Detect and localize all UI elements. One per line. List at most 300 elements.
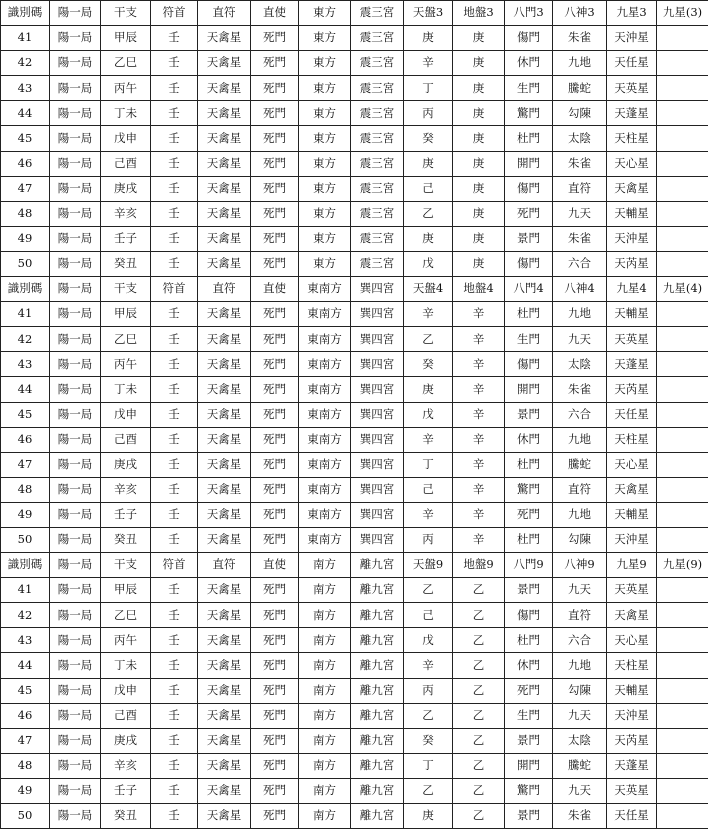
table-cell: 辛 — [453, 452, 505, 477]
table-row — [1, 778, 708, 803]
table-cell: 東南方 — [299, 427, 351, 452]
table-cell: 天禽星 — [198, 578, 251, 603]
table-cell: 死門 — [505, 678, 553, 703]
table-cell: 陽一局 — [50, 427, 101, 452]
table-cell: 己 — [404, 603, 453, 628]
table-cell — [657, 126, 708, 151]
table-cell: 九天 — [553, 778, 607, 803]
table-cell: 驚門 — [505, 477, 553, 502]
table-cell: 庚 — [404, 151, 453, 176]
table-cell: 九天 — [553, 327, 607, 352]
table-cell: 陽一局 — [50, 653, 101, 678]
table-row — [1, 628, 708, 653]
table-cell: 乙 — [453, 628, 505, 653]
table-cell — [657, 477, 708, 502]
table-cell: 天禽星 — [198, 101, 251, 126]
table-cell — [657, 703, 708, 728]
table-cell: 壬 — [151, 151, 198, 176]
table-cell: 南方 — [299, 778, 351, 803]
table-cell: 九地 — [553, 427, 607, 452]
table-cell: 天英星 — [607, 327, 657, 352]
table-cell: 震三宮 — [351, 251, 404, 276]
table-cell: 天芮星 — [607, 251, 657, 276]
table-cell: 47 — [1, 176, 50, 201]
table-row — [1, 51, 708, 76]
table-row — [1, 804, 708, 829]
table-cell: 壬 — [151, 26, 198, 51]
table-cell: 東南方 — [299, 477, 351, 502]
header-cell: 陽一局 — [50, 553, 101, 578]
table-cell: 辛 — [453, 402, 505, 427]
table-cell — [657, 251, 708, 276]
table-cell: 天柱星 — [607, 126, 657, 151]
table-cell: 41 — [1, 578, 50, 603]
table-cell: 丁 — [404, 76, 453, 101]
table-cell: 45 — [1, 678, 50, 703]
table-cell: 壬 — [151, 578, 198, 603]
table-row — [1, 452, 708, 477]
table-cell: 50 — [1, 251, 50, 276]
table-cell: 48 — [1, 753, 50, 778]
table-cell: 45 — [1, 402, 50, 427]
table-cell: 48 — [1, 477, 50, 502]
table-cell: 41 — [1, 302, 50, 327]
table-cell — [657, 201, 708, 226]
table-cell: 戊申 — [101, 678, 151, 703]
table-cell: 42 — [1, 327, 50, 352]
table-cell: 天禽星 — [198, 603, 251, 628]
table-cell: 庚 — [453, 176, 505, 201]
table-cell: 辛 — [453, 427, 505, 452]
table-cell: 南方 — [299, 578, 351, 603]
table-cell: 太陰 — [553, 126, 607, 151]
table-cell — [657, 502, 708, 527]
table-cell: 天沖星 — [607, 226, 657, 251]
table-cell: 南方 — [299, 628, 351, 653]
table-cell: 天柱星 — [607, 653, 657, 678]
table-cell — [657, 151, 708, 176]
table-cell: 巽四宮 — [351, 477, 404, 502]
table-cell: 離九宮 — [351, 578, 404, 603]
header-cell: 八神9 — [553, 553, 607, 578]
table-cell: 乙巳 — [101, 51, 151, 76]
header-cell: 九星(4) — [657, 277, 708, 302]
header-cell: 干支 — [101, 277, 151, 302]
table-cell — [657, 76, 708, 101]
table-cell: 景門 — [505, 804, 553, 829]
table-cell: 甲辰 — [101, 26, 151, 51]
table-cell: 死門 — [251, 452, 299, 477]
table-cell: 震三宮 — [351, 51, 404, 76]
table-cell: 離九宮 — [351, 603, 404, 628]
table-cell: 壬 — [151, 302, 198, 327]
table-cell: 死門 — [251, 578, 299, 603]
table-cell: 震三宮 — [351, 226, 404, 251]
table-cell: 離九宮 — [351, 804, 404, 829]
table-cell: 震三宮 — [351, 151, 404, 176]
table-cell: 天柱星 — [607, 427, 657, 452]
header-cell: 東方 — [299, 1, 351, 26]
header-cell: 地盤3 — [453, 1, 505, 26]
table-cell: 死門 — [251, 778, 299, 803]
table-cell: 陽一局 — [50, 302, 101, 327]
table-cell: 生門 — [505, 76, 553, 101]
table-cell: 壬子 — [101, 226, 151, 251]
table-cell: 死門 — [251, 427, 299, 452]
table-cell: 壬 — [151, 427, 198, 452]
table-row — [1, 502, 708, 527]
table-cell: 壬 — [151, 527, 198, 552]
table-cell: 休門 — [505, 427, 553, 452]
table-cell: 死門 — [251, 728, 299, 753]
table-row — [1, 703, 708, 728]
table-cell — [657, 728, 708, 753]
header-cell: 陽一局 — [50, 1, 101, 26]
table-cell: 陽一局 — [50, 327, 101, 352]
header-cell: 震三宮 — [351, 1, 404, 26]
table-cell: 離九宮 — [351, 678, 404, 703]
table-cell: 陽一局 — [50, 126, 101, 151]
table-cell: 壬 — [151, 502, 198, 527]
table-cell: 巽四宮 — [351, 452, 404, 477]
table-cell: 辛 — [404, 653, 453, 678]
table-cell: 天禽星 — [198, 151, 251, 176]
table-cell: 天禽星 — [198, 377, 251, 402]
table-cell: 死門 — [251, 327, 299, 352]
table-cell: 陽一局 — [50, 251, 101, 276]
table-cell: 震三宮 — [351, 26, 404, 51]
table-cell: 巽四宮 — [351, 502, 404, 527]
table-cell: 辛亥 — [101, 201, 151, 226]
header-cell: 直符 — [198, 1, 251, 26]
table-cell: 辛 — [453, 327, 505, 352]
table-cell: 太陰 — [553, 728, 607, 753]
table-cell: 天禽星 — [198, 327, 251, 352]
table-cell: 天任星 — [607, 804, 657, 829]
table-cell: 46 — [1, 703, 50, 728]
table-cell: 死門 — [251, 477, 299, 502]
table-cell: 48 — [1, 201, 50, 226]
table-cell: 癸 — [404, 126, 453, 151]
table-cell: 朱雀 — [553, 804, 607, 829]
table-cell: 傷門 — [505, 603, 553, 628]
table-cell: 東南方 — [299, 502, 351, 527]
table-cell: 43 — [1, 76, 50, 101]
table-cell — [657, 778, 708, 803]
table-cell: 天禽星 — [198, 51, 251, 76]
table-cell: 庚 — [453, 51, 505, 76]
table-cell: 東南方 — [299, 452, 351, 477]
table-cell: 壬 — [151, 804, 198, 829]
table-cell: 太陰 — [553, 352, 607, 377]
header-cell: 識別碼 — [1, 1, 50, 26]
table-cell: 東方 — [299, 176, 351, 201]
header-cell: 巽四宮 — [351, 277, 404, 302]
table-cell: 陽一局 — [50, 753, 101, 778]
table-row — [1, 76, 708, 101]
table-cell — [657, 226, 708, 251]
table-cell: 巽四宮 — [351, 327, 404, 352]
table-cell: 丙 — [404, 678, 453, 703]
table-cell: 陽一局 — [50, 51, 101, 76]
header-cell: 干支 — [101, 553, 151, 578]
table-cell: 死門 — [251, 678, 299, 703]
table-cell: 辛亥 — [101, 477, 151, 502]
table-cell: 壬 — [151, 778, 198, 803]
table-cell: 巽四宮 — [351, 527, 404, 552]
table-cell: 壬 — [151, 352, 198, 377]
table-cell: 南方 — [299, 678, 351, 703]
table-cell: 天英星 — [607, 778, 657, 803]
table-cell: 天輔星 — [607, 502, 657, 527]
table-cell: 東南方 — [299, 327, 351, 352]
table-row — [1, 151, 708, 176]
table-cell: 天蓬星 — [607, 352, 657, 377]
table-cell: 離九宮 — [351, 753, 404, 778]
header-cell: 陽一局 — [50, 277, 101, 302]
table-cell: 六合 — [553, 628, 607, 653]
table-cell — [657, 427, 708, 452]
header-cell: 直使 — [251, 553, 299, 578]
table-cell: 景門 — [505, 402, 553, 427]
table-cell: 43 — [1, 352, 50, 377]
table-cell: 44 — [1, 101, 50, 126]
table-cell: 離九宮 — [351, 628, 404, 653]
table-cell: 陽一局 — [50, 703, 101, 728]
table-cell: 天禽星 — [198, 452, 251, 477]
table-cell: 丁未 — [101, 653, 151, 678]
table-cell: 死門 — [251, 527, 299, 552]
table-cell — [657, 452, 708, 477]
table-cell: 46 — [1, 151, 50, 176]
header-cell: 天盤3 — [404, 1, 453, 26]
table-cell: 丙午 — [101, 628, 151, 653]
header-cell: 八門9 — [505, 553, 553, 578]
table-cell: 勾陳 — [553, 527, 607, 552]
table-row — [1, 201, 708, 226]
table-cell: 六合 — [553, 251, 607, 276]
section-header-row — [1, 1, 708, 26]
table-cell: 天輔星 — [607, 678, 657, 703]
table-cell: 死門 — [251, 753, 299, 778]
table-cell: 直符 — [553, 603, 607, 628]
table-cell: 壬 — [151, 101, 198, 126]
table-cell: 乙 — [404, 578, 453, 603]
table-cell: 天蓬星 — [607, 101, 657, 126]
table-cell: 九地 — [553, 302, 607, 327]
table-cell: 癸丑 — [101, 527, 151, 552]
table-cell: 己酉 — [101, 151, 151, 176]
table-cell: 陽一局 — [50, 377, 101, 402]
table-row — [1, 377, 708, 402]
table-cell: 丙 — [404, 527, 453, 552]
table-row — [1, 678, 708, 703]
table-cell: 壬 — [151, 76, 198, 101]
table-cell: 庚 — [453, 101, 505, 126]
table-cell: 42 — [1, 603, 50, 628]
table-cell: 辛 — [453, 477, 505, 502]
table-row — [1, 352, 708, 377]
table-cell: 壬 — [151, 126, 198, 151]
table-cell: 天芮星 — [607, 377, 657, 402]
table-row — [1, 26, 708, 51]
table-cell: 45 — [1, 126, 50, 151]
table-cell: 陽一局 — [50, 101, 101, 126]
table-cell: 49 — [1, 226, 50, 251]
table-cell: 休門 — [505, 653, 553, 678]
table-cell: 庚 — [453, 251, 505, 276]
table-cell: 丁 — [404, 753, 453, 778]
table-cell: 44 — [1, 377, 50, 402]
table-cell: 南方 — [299, 653, 351, 678]
table-cell: 陽一局 — [50, 527, 101, 552]
table-cell: 壬 — [151, 603, 198, 628]
table-cell: 天禽星 — [198, 653, 251, 678]
table-cell: 巽四宮 — [351, 302, 404, 327]
table-cell: 丁 — [404, 452, 453, 477]
table-cell: 陽一局 — [50, 151, 101, 176]
table-cell: 天禽星 — [198, 176, 251, 201]
table-cell: 47 — [1, 452, 50, 477]
table-body — [1, 1, 708, 829]
table-cell: 陽一局 — [50, 804, 101, 829]
table-cell: 景門 — [505, 728, 553, 753]
table-cell: 震三宮 — [351, 201, 404, 226]
table-cell: 乙巳 — [101, 603, 151, 628]
table-cell: 壬 — [151, 628, 198, 653]
table-cell: 騰蛇 — [553, 452, 607, 477]
table-cell: 乙 — [453, 753, 505, 778]
table-row — [1, 653, 708, 678]
table-cell: 天禽星 — [198, 226, 251, 251]
table-cell: 庚戌 — [101, 728, 151, 753]
table-cell: 天心星 — [607, 151, 657, 176]
table-cell: 巽四宮 — [351, 352, 404, 377]
table-cell: 戊申 — [101, 126, 151, 151]
table-cell: 杜門 — [505, 527, 553, 552]
table-cell: 東方 — [299, 251, 351, 276]
table-row — [1, 226, 708, 251]
table-cell: 庚戌 — [101, 176, 151, 201]
table-cell: 天禽星 — [198, 527, 251, 552]
table-cell: 南方 — [299, 603, 351, 628]
table-cell: 壬子 — [101, 778, 151, 803]
table-cell: 死門 — [251, 302, 299, 327]
table-cell: 天蓬星 — [607, 753, 657, 778]
table-cell: 天輔星 — [607, 302, 657, 327]
table-cell: 壬 — [151, 327, 198, 352]
table-cell: 乙 — [404, 201, 453, 226]
table-cell: 天禽星 — [198, 728, 251, 753]
table-cell: 庚 — [453, 26, 505, 51]
header-cell: 九星(9) — [657, 553, 708, 578]
table-cell: 天禽星 — [198, 502, 251, 527]
table-cell: 杜門 — [505, 628, 553, 653]
table-cell: 朱雀 — [553, 226, 607, 251]
table-cell: 傷門 — [505, 176, 553, 201]
table-cell: 49 — [1, 778, 50, 803]
table-cell: 朱雀 — [553, 377, 607, 402]
table-cell: 巽四宮 — [351, 377, 404, 402]
table-cell: 己酉 — [101, 427, 151, 452]
table-cell: 景門 — [505, 226, 553, 251]
table-cell: 42 — [1, 51, 50, 76]
table-cell: 天禽星 — [198, 76, 251, 101]
table-cell: 41 — [1, 26, 50, 51]
table-cell: 生門 — [505, 327, 553, 352]
table-cell: 東方 — [299, 226, 351, 251]
table-cell: 庚 — [404, 26, 453, 51]
table-cell: 死門 — [251, 628, 299, 653]
table-cell: 杜門 — [505, 302, 553, 327]
table-cell: 天禽星 — [198, 402, 251, 427]
table-cell: 天芮星 — [607, 728, 657, 753]
table-cell: 壬 — [151, 728, 198, 753]
table-cell: 壬 — [151, 703, 198, 728]
table-cell: 壬 — [151, 201, 198, 226]
table-cell — [657, 26, 708, 51]
table-cell: 直符 — [553, 477, 607, 502]
table-cell: 天心星 — [607, 452, 657, 477]
table-cell: 九天 — [553, 578, 607, 603]
table-cell: 壬 — [151, 653, 198, 678]
table-cell: 離九宮 — [351, 653, 404, 678]
table-cell: 開門 — [505, 377, 553, 402]
table-cell: 騰蛇 — [553, 753, 607, 778]
table-cell: 東方 — [299, 201, 351, 226]
table-cell: 辛 — [453, 302, 505, 327]
table-cell: 庚 — [453, 151, 505, 176]
table-cell — [657, 753, 708, 778]
table-cell: 傷門 — [505, 26, 553, 51]
table-cell: 死門 — [251, 502, 299, 527]
header-cell: 直符 — [198, 277, 251, 302]
table-cell: 陽一局 — [50, 76, 101, 101]
table-cell: 乙 — [453, 728, 505, 753]
header-cell: 干支 — [101, 1, 151, 26]
table-cell — [657, 804, 708, 829]
table-cell: 巽四宮 — [351, 402, 404, 427]
table-cell — [657, 603, 708, 628]
table-cell: 44 — [1, 653, 50, 678]
table-row — [1, 753, 708, 778]
table-cell: 天英星 — [607, 578, 657, 603]
table-cell: 庚 — [404, 804, 453, 829]
table-cell: 東方 — [299, 126, 351, 151]
table-cell — [657, 327, 708, 352]
table-cell: 東南方 — [299, 402, 351, 427]
table-cell: 庚 — [453, 76, 505, 101]
table-cell: 丙 — [404, 101, 453, 126]
table-cell: 乙 — [453, 778, 505, 803]
table-cell: 東方 — [299, 101, 351, 126]
table-cell: 六合 — [553, 402, 607, 427]
table-cell: 壬 — [151, 753, 198, 778]
header-cell: 符首 — [151, 277, 198, 302]
header-cell: 八神4 — [553, 277, 607, 302]
header-cell: 識別碼 — [1, 553, 50, 578]
header-cell: 直使 — [251, 277, 299, 302]
header-cell: 八神3 — [553, 1, 607, 26]
table-cell: 天輔星 — [607, 201, 657, 226]
table-cell: 死門 — [251, 251, 299, 276]
table-cell: 50 — [1, 527, 50, 552]
table-cell: 壬 — [151, 51, 198, 76]
table-cell: 丁未 — [101, 101, 151, 126]
table-cell: 死門 — [251, 703, 299, 728]
table-cell: 陽一局 — [50, 26, 101, 51]
header-cell: 地盤9 — [453, 553, 505, 578]
